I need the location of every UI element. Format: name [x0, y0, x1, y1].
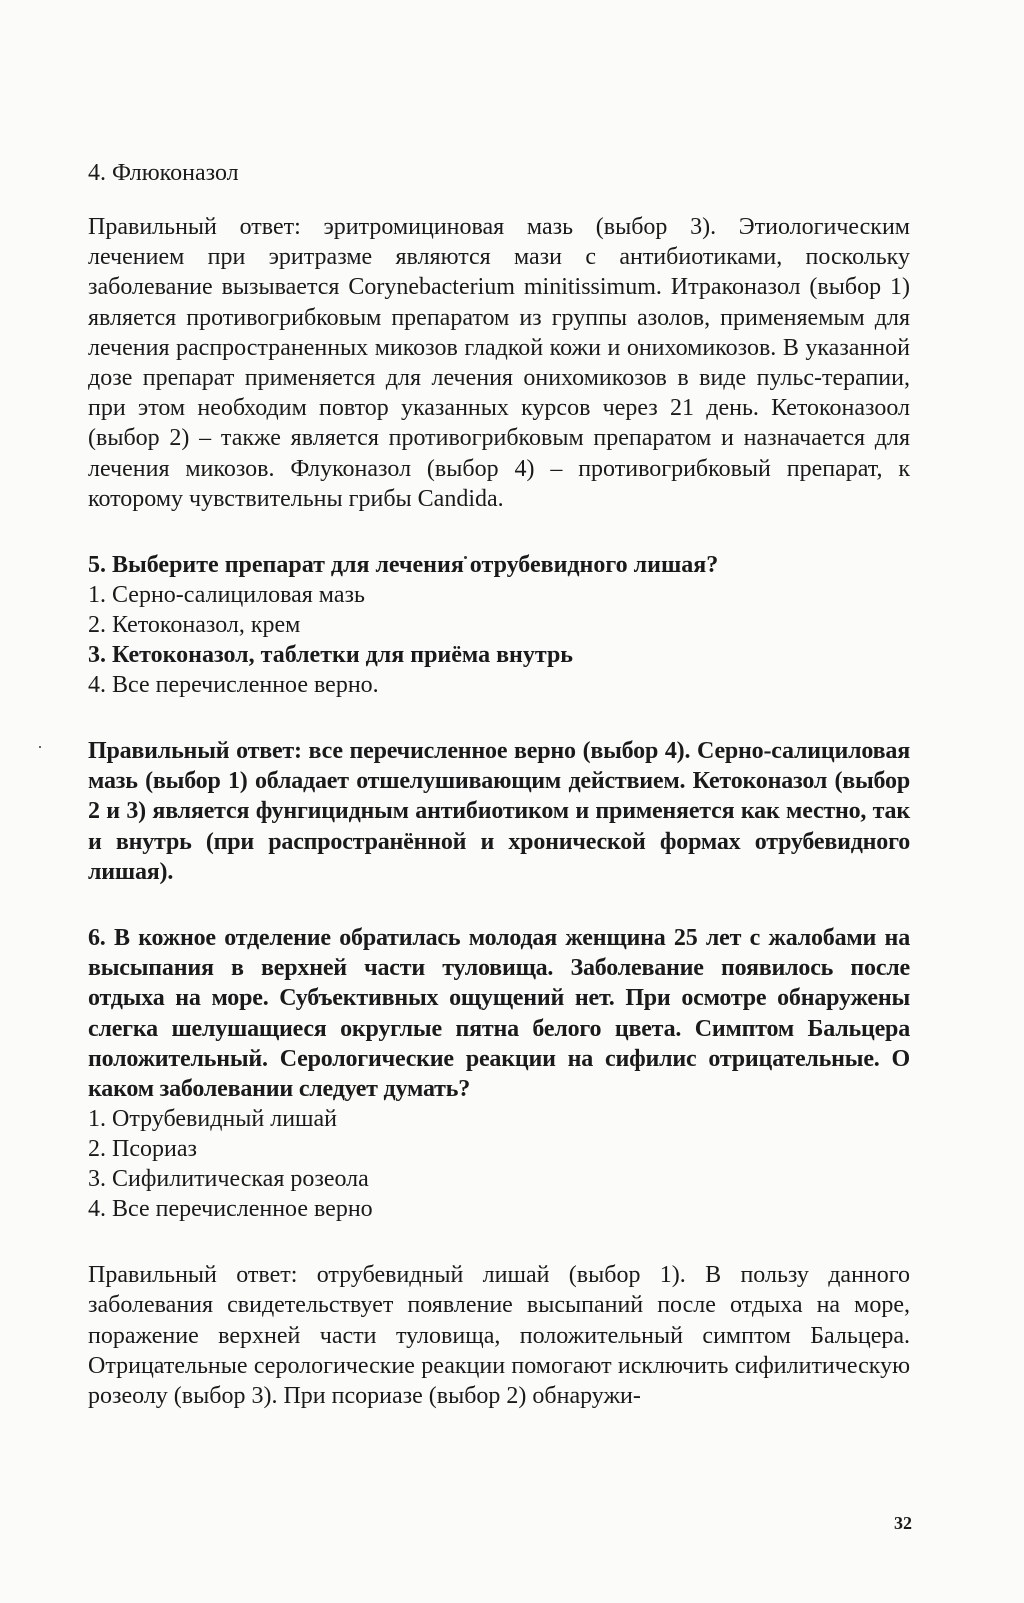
- prev-question-answer: Правильный ответ: эритромициновая мазь (выбор 3). Этиологическим лечением при эритразме являются мази с антибиотиками, поскольку заболевание вызывается Corynebacterium minitissimum. Итраконазол (выбор 1) является противогрибковым препаратом из группы азолов, применяемым для лечения распространенных микозов гладкой кожи и онихомикозов. В указанной дозе препарат применяется для лечения онихомикозов в виде пульс-терапии, при этом необходим повтор указанных курсов через 21 день. Кетоконазоол (выбор 2) – также является противогрибковым препаратом и назначается для лечения микозов. Флуконазол (выбор 4) – противогрибковый препарат, к которому чувствительны грибы Candida.: [88, 214, 910, 512]
- spacer: [88, 887, 910, 923]
- page-content: [88, 158, 910, 1411]
- question-5-option-2: 2. Кетоконазол, крем: [88, 612, 301, 639]
- question-6-option-1: 1. Отрубевидный лишай: [88, 1106, 338, 1133]
- question-5-answer: Правильный ответ: все перечисленное верно (выбор 4). Серно-салициловая мазь (выбор 1) обладает отшелушивающим действием. Кетоконазол (выбор 2 и 3) является фунгицидным антибиотиком и применяется как местно, так и внутрь (при распространённой и хронической формах отрубевидного лишая).: [88, 738, 910, 885]
- question-6-options: [88, 1104, 910, 1224]
- spacer: [88, 1224, 910, 1260]
- spacer: [88, 700, 910, 736]
- spacer: [88, 514, 910, 550]
- question-6-option-3: 3. Сифилитическая розеола: [88, 1166, 369, 1193]
- page-number: 32: [894, 1513, 912, 1533]
- prev-question-last-option: 4. Флюконазол: [88, 160, 239, 186]
- question-6-text: 6. В кожное отделение обратилась молодая женщина 25 лет с жалобами на высыпания в верхней части туловища. Заболевание появилось после отдыха на море. Субъективных ощущений нет. При осмотре обнаружены слегка шелушащиеся округлые пятна белого цвета. Симптом Бальцера положительный. Серологические реакции на сифилис отрицательные. О каком заболевании следует думать?: [88, 925, 910, 1103]
- question-5-text: 5. Выберите препарат для лечения отрубевидного лишая?: [88, 552, 719, 579]
- question-5-options: [88, 580, 910, 700]
- question-6-answer: Правильный ответ: отрубевидный лишай (выбор 1). В пользу данного заболевания свидетельствует появление высыпаний после отдыха на море, поражение верхней части туловища, положительный симптом Бальцера. Отрицательные серологические реакции помогают исключить сифилитическую розеолу (выбор 3). При псориазе (выбор 2) обнаружи-: [88, 1262, 910, 1410]
- question-5-option-3: 3. Кетоконазол, таблетки для приёма внутрь: [88, 642, 573, 669]
- scan-speck: [39, 746, 41, 748]
- question-6-option-4: 4. Все перечисленное верно: [88, 1196, 373, 1223]
- question-5-option-1: 1. Серно-салициловая мазь: [88, 582, 365, 609]
- question-5-option-4: 4. Все перечисленное верно.: [88, 672, 379, 699]
- question-6-option-2: 2. Псориаз: [88, 1136, 197, 1163]
